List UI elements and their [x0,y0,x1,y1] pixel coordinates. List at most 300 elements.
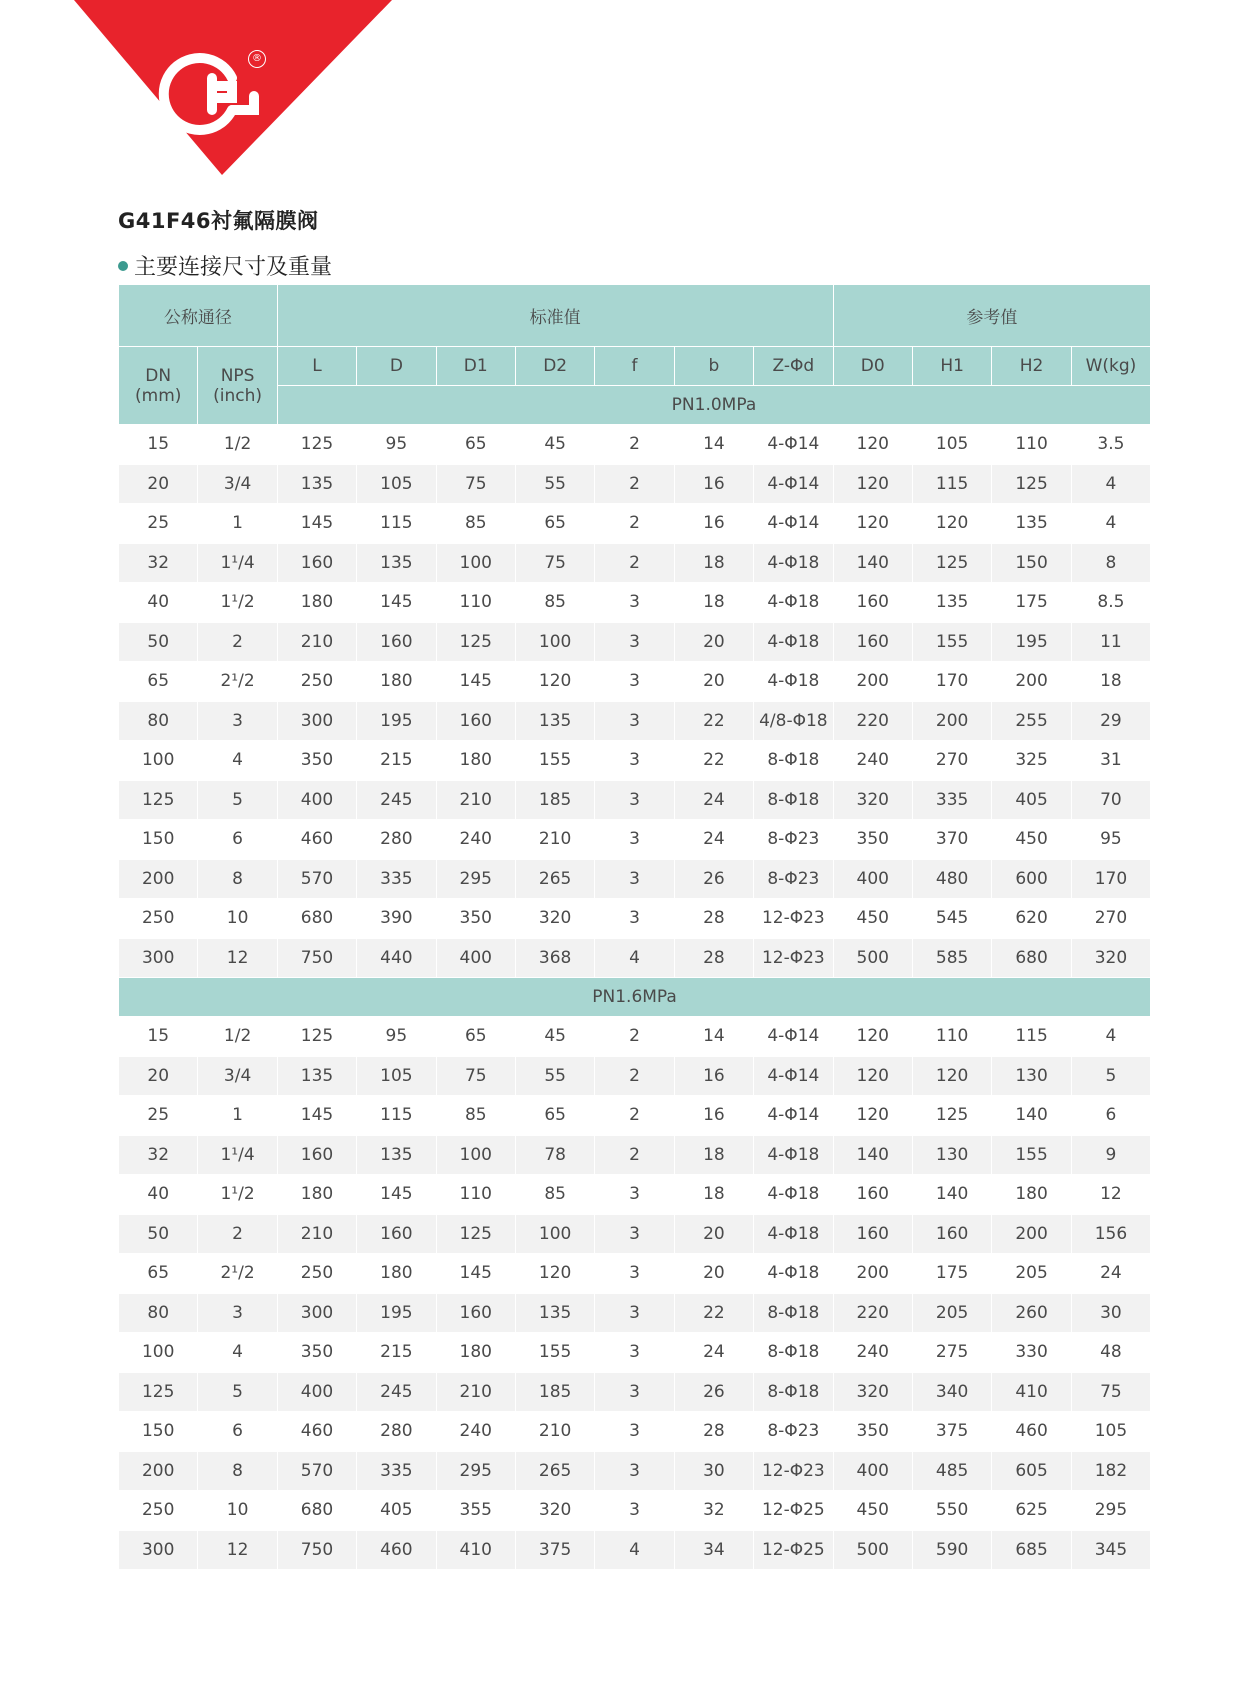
cell-l: 210 [277,1214,356,1254]
cell-d2: 265 [515,859,594,899]
cell-d: 245 [357,1372,436,1412]
cell-dn: 300 [119,938,198,978]
cell-dn: 150 [119,820,198,860]
cell-d2: 185 [515,1372,594,1412]
table-row [119,543,1151,583]
cell-dn: 65 [119,662,198,702]
cell-h2: 600 [992,859,1071,899]
cell-b: 16 [674,504,753,544]
cell-d1: 85 [436,504,515,544]
cell-bolts: 4-Φ14 [754,1017,833,1057]
cell-weight: 8 [1071,543,1150,583]
cell-h1: 155 [912,622,991,662]
cell-bolts: 8-Φ18 [754,741,833,781]
cell-weight: 18 [1071,662,1150,702]
cell-d1: 110 [436,583,515,623]
cell-nps: 3 [198,701,277,741]
cell-d0: 120 [833,464,912,504]
cell-b: 22 [674,741,753,781]
table-row [119,899,1151,939]
cell-d: 195 [357,1293,436,1333]
table-row [119,504,1151,544]
cell-f: 3 [595,1333,674,1373]
cell-l: 750 [277,938,356,978]
cell-d0: 500 [833,938,912,978]
cell-d2: 185 [515,780,594,820]
cell-dn: 250 [119,1491,198,1531]
cell-f: 4 [595,938,674,978]
cell-d2: 45 [515,425,594,465]
cell-weight: 182 [1071,1451,1150,1491]
cell-f: 2 [595,425,674,465]
cell-d0: 220 [833,701,912,741]
cell-d1: 125 [436,622,515,662]
table-row [119,1412,1151,1452]
cell-h1: 200 [912,701,991,741]
cell-d1: 100 [436,1135,515,1175]
cell-d1: 410 [436,1530,515,1570]
cell-bolts: 4-Φ18 [754,662,833,702]
cell-h2: 680 [992,938,1071,978]
cell-bolts: 8-Φ23 [754,820,833,860]
cell-d: 280 [357,820,436,860]
cell-d0: 160 [833,1175,912,1215]
col-header-d1: D1 [436,347,515,386]
cell-nps: 1/2 [198,425,277,465]
cell-dn: 200 [119,1451,198,1491]
logo-triangle-icon [0,0,420,200]
table-row [119,1135,1151,1175]
col-header-d2: D2 [515,347,594,386]
band-pn10: PN1.0MPa [277,386,1150,425]
band-row-pn16 [119,978,1151,1017]
cell-d2: 135 [515,1293,594,1333]
cell-h2: 175 [992,583,1071,623]
cell-b: 14 [674,425,753,465]
cell-f: 3 [595,1451,674,1491]
cell-h2: 200 [992,662,1071,702]
cell-l: 300 [277,1293,356,1333]
cell-f: 2 [595,543,674,583]
cell-d0: 200 [833,662,912,702]
cell-d1: 400 [436,938,515,978]
cell-h1: 545 [912,899,991,939]
group-header-row [119,285,1151,347]
cell-weight: 31 [1071,741,1150,781]
cell-nps: 4 [198,741,277,781]
cell-h2: 130 [992,1056,1071,1096]
cell-d2: 85 [515,583,594,623]
cell-b: 20 [674,1254,753,1294]
cell-f: 3 [595,1293,674,1333]
cell-weight: 4 [1071,464,1150,504]
cell-d0: 120 [833,1056,912,1096]
cell-f: 3 [595,899,674,939]
cell-d: 160 [357,622,436,662]
table-row [119,662,1151,702]
cell-d: 390 [357,899,436,939]
cell-bolts: 8-Φ23 [754,859,833,899]
cell-l: 680 [277,1491,356,1531]
cell-weight: 95 [1071,820,1150,860]
table-row [119,1293,1151,1333]
cell-dn: 250 [119,899,198,939]
cell-l: 210 [277,622,356,662]
cell-nps: 8 [198,859,277,899]
cell-nps: 2 [198,1214,277,1254]
cell-d1: 125 [436,1214,515,1254]
cell-bolts: 4-Φ18 [754,622,833,662]
cell-h1: 585 [912,938,991,978]
cell-l: 460 [277,1412,356,1452]
cell-d2: 78 [515,1135,594,1175]
cell-d2: 120 [515,662,594,702]
cell-nps: 8 [198,1451,277,1491]
cell-h2: 205 [992,1254,1071,1294]
band-pn16: PN1.6MPa [119,978,1151,1017]
cell-d: 405 [357,1491,436,1531]
section-heading [118,250,332,281]
pn16-band-body [119,978,1151,1017]
cell-b: 18 [674,1135,753,1175]
cell-dn: 65 [119,1254,198,1294]
cell-dn: 80 [119,701,198,741]
cell-dn: 50 [119,622,198,662]
cell-h1: 125 [912,543,991,583]
cell-h2: 605 [992,1451,1071,1491]
cell-dn: 150 [119,1412,198,1452]
cell-d0: 500 [833,1530,912,1570]
cell-bolts: 4-Φ18 [754,1135,833,1175]
cell-d2: 100 [515,1214,594,1254]
cell-h1: 275 [912,1333,991,1373]
cell-nps: 1 [198,504,277,544]
cell-dn: 100 [119,1333,198,1373]
cell-nps: 12 [198,1530,277,1570]
section-heading-text: 主要连接尺寸及重量 [134,255,333,280]
table-row [119,464,1151,504]
cell-l: 350 [277,1333,356,1373]
cell-b: 16 [674,1096,753,1136]
cell-bolts: 4-Φ14 [754,1096,833,1136]
cell-b: 26 [674,859,753,899]
cell-bolts: 4-Φ18 [754,1254,833,1294]
cell-d0: 450 [833,1491,912,1531]
cell-d1: 65 [436,1017,515,1057]
cell-dn: 15 [119,1017,198,1057]
table-row [119,820,1151,860]
cell-d1: 145 [436,662,515,702]
cell-nps: 3/4 [198,464,277,504]
cell-b: 18 [674,583,753,623]
cell-h1: 270 [912,741,991,781]
cell-bolts: 4-Φ14 [754,464,833,504]
cell-h2: 325 [992,741,1071,781]
cell-weight: 75 [1071,1372,1150,1412]
cell-dn: 300 [119,1530,198,1570]
cell-f: 2 [595,1017,674,1057]
cell-d1: 75 [436,1056,515,1096]
cell-h1: 135 [912,583,991,623]
table-row [119,622,1151,662]
cell-d0: 240 [833,1333,912,1373]
cell-nps: 2 [198,622,277,662]
cell-weight: 24 [1071,1254,1150,1294]
cell-d1: 355 [436,1491,515,1531]
cell-weight: 270 [1071,899,1150,939]
cell-bolts: 8-Φ18 [754,780,833,820]
cell-h1: 205 [912,1293,991,1333]
cell-h2: 200 [992,1214,1071,1254]
cell-l: 145 [277,1096,356,1136]
cell-d1: 240 [436,1412,515,1452]
cell-h1: 480 [912,859,991,899]
cell-h2: 450 [992,820,1071,860]
cell-b: 16 [674,464,753,504]
cell-d: 145 [357,583,436,623]
cell-b: 32 [674,1491,753,1531]
cell-d0: 350 [833,1412,912,1452]
cell-l: 160 [277,1135,356,1175]
cell-d2: 55 [515,1056,594,1096]
cell-d0: 160 [833,622,912,662]
dn-header-text: DN (mm) [135,365,182,406]
cell-d0: 160 [833,583,912,623]
cell-l: 135 [277,464,356,504]
cell-b: 28 [674,899,753,939]
cell-h2: 180 [992,1175,1071,1215]
cell-d1: 210 [436,1372,515,1412]
cell-h1: 105 [912,425,991,465]
cell-weight: 70 [1071,780,1150,820]
cell-weight: 320 [1071,938,1150,978]
dimension-table [118,284,1151,1570]
cell-dn: 125 [119,1372,198,1412]
col-header-h2: H2 [992,347,1071,386]
brand-logo [0,0,420,200]
cell-weight: 30 [1071,1293,1150,1333]
cell-weight: 11 [1071,622,1150,662]
cell-b: 28 [674,938,753,978]
cell-h1: 140 [912,1175,991,1215]
cell-h1: 370 [912,820,991,860]
cell-f: 2 [595,504,674,544]
cell-weight: 9 [1071,1135,1150,1175]
cell-nps: 2¹/2 [198,1254,277,1294]
cell-b: 24 [674,780,753,820]
cell-dn: 20 [119,1056,198,1096]
cell-d: 135 [357,1135,436,1175]
cell-d2: 155 [515,1333,594,1373]
cell-d1: 180 [436,741,515,781]
cell-d0: 240 [833,741,912,781]
cell-h2: 405 [992,780,1071,820]
cell-d: 180 [357,1254,436,1294]
cell-d1: 160 [436,701,515,741]
nps-header [198,347,277,425]
table-row [119,1056,1151,1096]
cell-d0: 350 [833,820,912,860]
cell-d: 95 [357,1017,436,1057]
cell-nps: 1/2 [198,1017,277,1057]
cell-bolts: 8-Φ18 [754,1333,833,1373]
cell-bolts: 4-Φ18 [754,583,833,623]
cell-d0: 450 [833,899,912,939]
cell-b: 18 [674,1175,753,1215]
table-row [119,1175,1151,1215]
cell-b: 20 [674,662,753,702]
table-row [119,1372,1151,1412]
cell-f: 3 [595,859,674,899]
cell-nps: 10 [198,1491,277,1531]
group-reference-header: 参考值 [833,285,1151,347]
cell-l: 145 [277,504,356,544]
cell-weight: 170 [1071,859,1150,899]
cell-dn: 40 [119,583,198,623]
cell-l: 750 [277,1530,356,1570]
cell-bolts: 4-Φ14 [754,1056,833,1096]
cell-f: 2 [595,1135,674,1175]
document-title: G41F46衬氟隔膜阀 [118,209,319,233]
cell-h2: 140 [992,1096,1071,1136]
cell-h2: 155 [992,1135,1071,1175]
cell-bolts: 12-Φ25 [754,1530,833,1570]
cell-f: 3 [595,741,674,781]
table-row [119,1451,1151,1491]
cell-d0: 400 [833,859,912,899]
cell-d2: 375 [515,1530,594,1570]
cell-l: 300 [277,701,356,741]
cell-d: 160 [357,1214,436,1254]
cell-l: 160 [277,543,356,583]
group-standard-header: 标准值 [277,285,833,347]
table-row [119,1214,1151,1254]
cell-weight: 48 [1071,1333,1150,1373]
cell-d1: 85 [436,1096,515,1136]
cell-h1: 550 [912,1491,991,1531]
registered-mark-icon: ® [248,50,266,68]
cell-l: 250 [277,662,356,702]
cell-bolts: 8-Φ18 [754,1293,833,1333]
cell-nps: 4 [198,1333,277,1373]
cell-d: 335 [357,1451,436,1491]
col-header-b: b [674,347,753,386]
pn10-body [119,425,1151,978]
cell-nps: 1¹/4 [198,543,277,583]
dn-header [119,347,198,425]
cell-nps: 6 [198,1412,277,1452]
cell-d1: 295 [436,1451,515,1491]
cell-d2: 75 [515,543,594,583]
cell-h1: 175 [912,1254,991,1294]
cell-d1: 210 [436,780,515,820]
cell-d1: 350 [436,899,515,939]
cell-d: 215 [357,1333,436,1373]
cell-h2: 150 [992,543,1071,583]
cell-d0: 400 [833,1451,912,1491]
cell-d: 115 [357,504,436,544]
cell-f: 2 [595,1096,674,1136]
cell-l: 250 [277,1254,356,1294]
cell-d1: 160 [436,1293,515,1333]
cell-l: 125 [277,1017,356,1057]
table-row [119,583,1151,623]
cell-f: 3 [595,1175,674,1215]
cell-h2: 460 [992,1412,1071,1452]
cell-d2: 55 [515,464,594,504]
cell-l: 570 [277,859,356,899]
cell-d2: 85 [515,1175,594,1215]
cell-h1: 125 [912,1096,991,1136]
cell-weight: 156 [1071,1214,1150,1254]
cell-h1: 120 [912,1056,991,1096]
cell-d: 440 [357,938,436,978]
cell-f: 3 [595,780,674,820]
cell-dn: 15 [119,425,198,465]
cell-d1: 100 [436,543,515,583]
cell-f: 3 [595,820,674,860]
cell-h2: 410 [992,1372,1071,1412]
cell-d0: 200 [833,1254,912,1294]
bullet-icon [118,261,128,271]
pn16-body [119,1017,1151,1570]
cell-h1: 335 [912,780,991,820]
col-header-d0: D0 [833,347,912,386]
cell-dn: 50 [119,1214,198,1254]
cell-h1: 340 [912,1372,991,1412]
cell-b: 20 [674,622,753,662]
cell-d2: 120 [515,1254,594,1294]
cell-nps: 5 [198,1372,277,1412]
cell-d0: 160 [833,1214,912,1254]
cell-nps: 5 [198,780,277,820]
cell-weight: 4 [1071,504,1150,544]
cell-d2: 320 [515,1491,594,1531]
cell-dn: 125 [119,780,198,820]
table-row [119,425,1151,465]
cell-d: 105 [357,464,436,504]
cell-h1: 160 [912,1214,991,1254]
cell-dn: 25 [119,504,198,544]
cell-l: 400 [277,780,356,820]
cell-l: 180 [277,1175,356,1215]
cell-f: 3 [595,1372,674,1412]
cell-d2: 210 [515,820,594,860]
cell-weight: 29 [1071,701,1150,741]
cell-d: 145 [357,1175,436,1215]
cell-d1: 180 [436,1333,515,1373]
table-row [119,1254,1151,1294]
col-header-h1: H1 [912,347,991,386]
cell-f: 3 [595,1214,674,1254]
cell-f: 3 [595,1412,674,1452]
cell-h1: 590 [912,1530,991,1570]
table-row [119,1491,1151,1531]
cell-d2: 65 [515,1096,594,1136]
cell-l: 350 [277,741,356,781]
cell-nps: 1¹/2 [198,583,277,623]
cell-h1: 170 [912,662,991,702]
table-row [119,780,1151,820]
cell-bolts: 4-Φ18 [754,543,833,583]
cell-b: 34 [674,1530,753,1570]
cell-h1: 115 [912,464,991,504]
cell-nps: 1¹/2 [198,1175,277,1215]
table-row [119,741,1151,781]
cell-h2: 260 [992,1293,1071,1333]
cell-h2: 110 [992,425,1071,465]
cell-bolts: 8-Φ23 [754,1412,833,1452]
